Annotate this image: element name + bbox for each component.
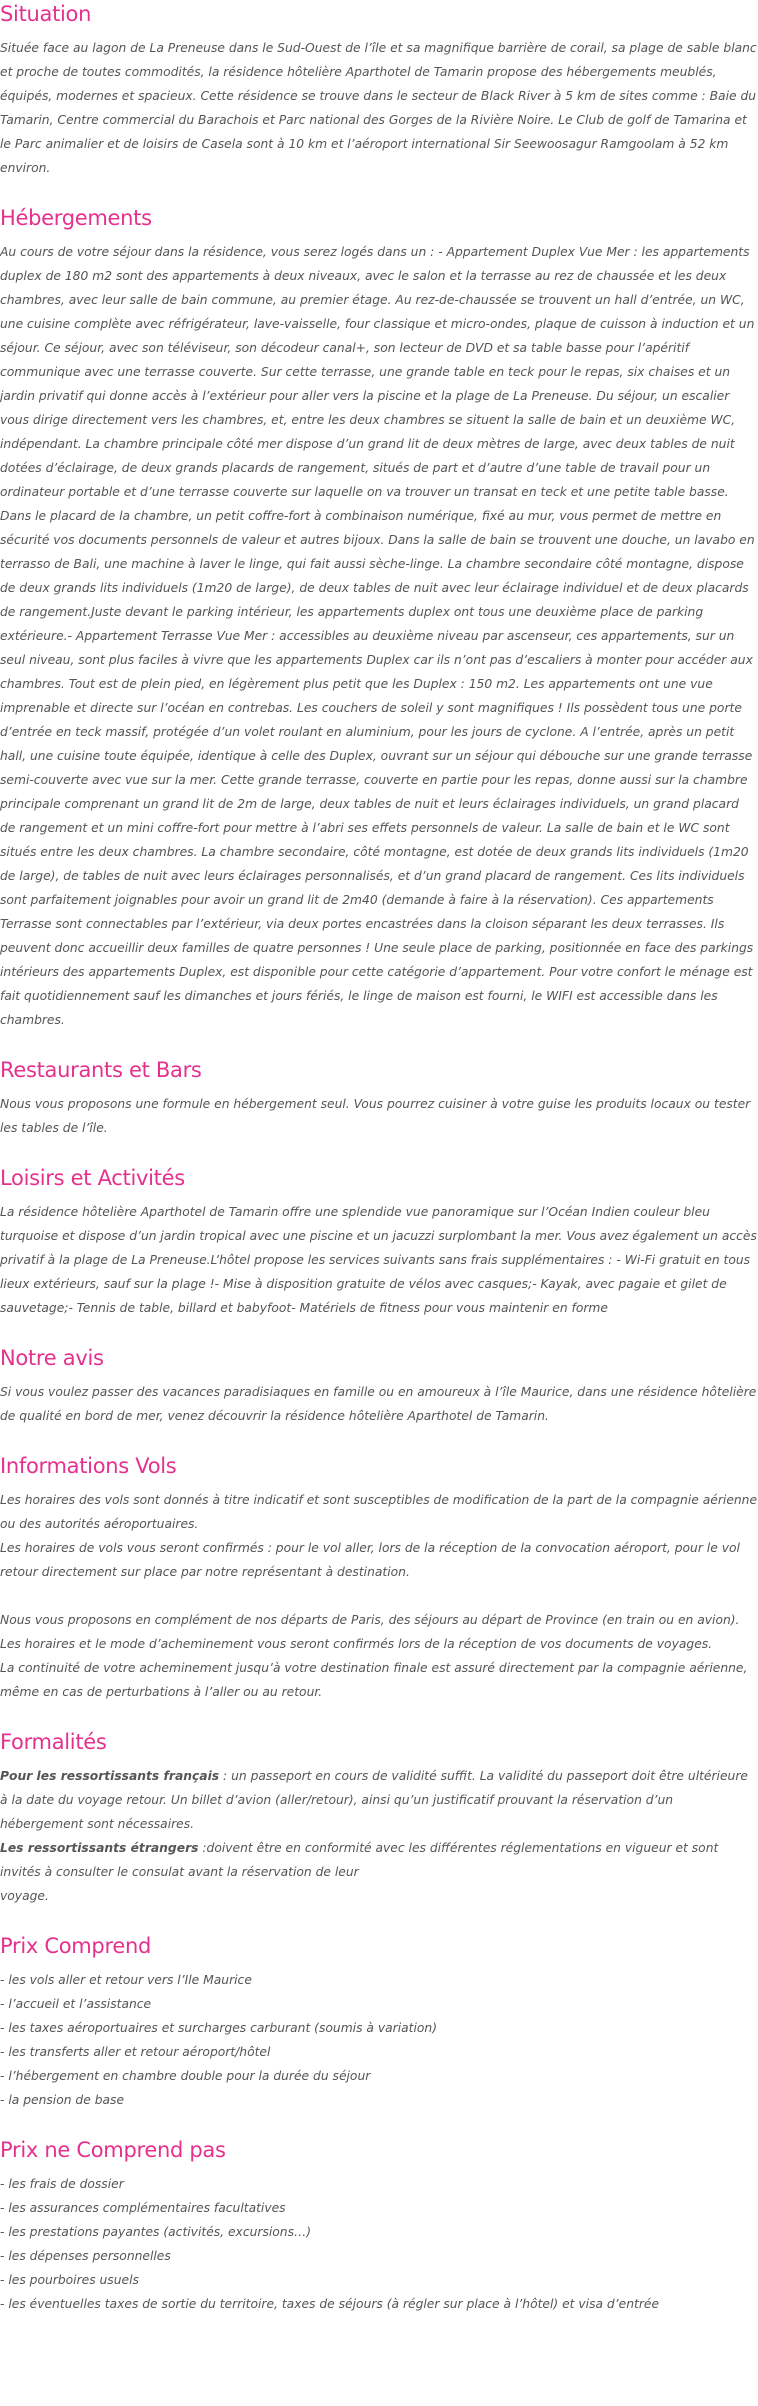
- section-formalites: [0, 1728, 758, 1908]
- formalites-francais-text: : un passeport en cours de validité suffit. La validité du passeport doit être ultérieure à la date du voyage retour. Un billet d’avion (aller/retour), ainsi qu’un justificatif prouvant la réservation d’un hébergement sont nécessaires.: [0, 1769, 748, 1831]
- list-item: - les prestations payantes (activités, excursions…): [0, 2225, 312, 2239]
- list-item: - les frais de dossier: [0, 2177, 124, 2191]
- section-avis: [0, 1344, 758, 1428]
- vols-paragraph-3: Nous vous proposons en complément de nos départs de Paris, des séjours au départ de Province (en train ou en avion).: [0, 1613, 740, 1627]
- list-item: - les assurances complémentaires facultatives: [0, 2201, 286, 2215]
- list-item: - la pension de base: [0, 2093, 125, 2107]
- vols-paragraph-2: Les horaires de vols vous seront confirmés : pour le vol aller, lors de la réception de la convocation aéroport, pour le vol retour directement sur place par notre représentant à destination.: [0, 1541, 740, 1579]
- section-title-vols: Informations Vols: [0, 1454, 177, 1478]
- section-title-avis: Notre avis: [0, 1346, 104, 1370]
- formalites-etrangers-text: :doivent être en conformité avec les différentes réglementations en vigueur et sont invités à consulter le consulat avant la réservation de leur: [0, 1841, 719, 1879]
- section-text-restaurants: Nous vous proposons une formule en hébergement seul. Vous pourrez cuisiner à votre guise les produits locaux ou tester les tables de l’île.: [0, 1097, 751, 1135]
- section-text-hebergements: Au cours de votre séjour dans la résidence, vous serez logés dans un : - Appartement Duplex Vue Mer : les appartements duplex de 180 m2 sont des appartements à deux niveaux, avec le salon et la terrasse au rez de chaussée et les deux chambres, avec leur salle de bain commune, au premier étage. Au rez-de-chaussée se trouvent un hall d’entrée, un WC, une cuisine complète avec réfrigérateur, lave-vaisselle, four classique et micro-ondes, plaque de cuisson à induction et un séjour. Ce séjour, avec son téléviseur, son décodeur canal+, son lecteur de DVD et sa table basse pour l’apéritif communique avec une terrasse couverte. Sur cette terrasse, une grande table en teck pour le repas, six chaises et un jardin privatif qui donne accès à l’extérieur pour aller vers la piscine et la plage de La Preneuse. Du séjour, un escalier vous dirige directement vers les chambres, et, entre les deux chambres se situent la salle de bain et un deuxième WC, indépendant. La chambre principale côté mer dispose d’un grand lit de deux mètres de large, avec deux tables de nuit dotées d’éclairage, de deux grands placards de rangement, situés de part et d’autre d’une table de travail pour un ordinateur portable et d’une terrasse couverte sur laquelle on va trouver un transat en teck et une petite table basse. Dans le placard de la chambre, un petit coffre-fort à combinaison numérique, fixé au mur, vous permet de mettre en sécurité vos documents personnels de valeur et autres bijoux. Dans la salle de bain se trouvent une douche, un lavabo en terrasso de Bali, une machine à laver le linge, qui fait aussi sèche-linge. La chambre secondaire côté montagne, dispose de deux grands lits individuels (1m20 de large), de deux tables de nuit avec leur éclairage individuel et de deux placards de rangement.Juste devant le parking intérieur, les appartements duplex ont tous une deuxième place de parking extérieure.- Appartement Terrasse Vue Mer : accessibles au deuxième niveau par ascenseur, ces appartements, sur un seul niveau, sont plus faciles à vivre que les appartements Duplex car ils n’ont pas d’escaliers à monter pour accéder aux chambres. Tout est de plein pied, en légèrement plus petit que les Duplex : 150 m2. Les appartements ont une vue imprenable et directe sur l’océan en contrebas. Les couchers de soleil y sont magnifiques ! Ils possèdent tous une porte d’entrée en teck massif, protégée d’un volet roulant en aluminium, pour les jours de cyclone. A l’entrée, après un petit hall, une cuisine toute équipée, identique à celle des Duplex, ouvrant sur un séjour qui débouche sur une grande terrasse semi-couverte avec vue sur la mer. Cette grande terrasse, couverte en partie pour les repas, donne aussi sur la chambre principale comprenant un grand lit de 2m de large, deux tables de nuit et leurs éclairages individuels, un grand placard de rangement et un mini coffre-fort pour mettre à l’abri ses effets personnels de valeur. La salle de bain et le WC sont situés entre les deux chambres. La chambre secondaire, côté montagne, est dotée de deux grands lits individuels (1m20 de large), de tables de nuit avec leurs éclairages personnalisés, et d’un grand placard de rangement. Ces lits individuels sont parfaitement joignables pour avoir un grand lit de 2m40 (demande à faire à la réservation). Ces appartements Terrasse sont connectables par l’extérieur, via deux portes encastrées dans la cloison séparant les deux terrasses. Ils peuvent donc accueillir deux familles de quatre personnes ! Une seule place de parking, positionnée en face des parkings intérieurs des appartements Duplex, est disponible pour cette catégorie d’appartement. Pour votre confort le ménage est fait quotidiennement sauf les dimanches et jours fériés, le linge de maison est fourni, le WIFI est accessible dans les chambres.: [0, 245, 755, 1027]
- section-prix-comprend: [0, 1932, 758, 2112]
- prix-ne-comprend-list: [0, 2172, 758, 2316]
- section-situation: [0, 0, 758, 180]
- section-title-prix-ne-comprend: Prix ne Comprend pas: [0, 2138, 226, 2162]
- section-hebergements: [0, 204, 758, 1032]
- formalites-etrangers-end: voyage.: [0, 1889, 49, 1903]
- list-item: - l’accueil et l’assistance: [0, 1997, 152, 2011]
- section-vols: [0, 1452, 758, 1704]
- prix-comprend-list: [0, 1968, 758, 2112]
- vols-paragraph-1: Les horaires des vols sont donnés à titre indicatif et sont susceptibles de modification de la part de la compagnie aérienne ou des autorités aéroportuaires.: [0, 1493, 758, 1531]
- section-loisirs: [0, 1164, 758, 1320]
- list-item: - les vols aller et retour vers l’Ile Maurice: [0, 1973, 252, 1987]
- section-title-situation: Situation: [0, 2, 92, 26]
- section-prix-ne-comprend: [0, 2136, 758, 2316]
- section-title-prix-comprend: Prix Comprend: [0, 1934, 151, 1958]
- list-item: - l’hébergement en chambre double pour la durée du séjour: [0, 2069, 371, 2083]
- formalites-etrangers: [0, 1836, 758, 1884]
- formalites-francais: [0, 1764, 758, 1836]
- section-title-loisirs: Loisirs et Activités: [0, 1166, 185, 1190]
- list-item: - les transferts aller et retour aéroport/hôtel: [0, 2045, 271, 2059]
- section-text-situation: Située face au lagon de La Preneuse dans le Sud-Ouest de l’île et sa magnifique barrière de corail, sa plage de sable blanc et proche de toutes commodités, la résidence hôtelière Aparthotel de Tamarin propose des hébergements meublés, équipés, modernes et spacieux. Cette résidence se trouve dans le secteur de Black River à 5 km de sites comme : Baie du Tamarin, Centre commercial du Barachois et Parc national des Gorges de la Rivière Noire. Le Club de golf de Tamarina et le Parc animalier et de loisirs de Casela sont à 10 km et l’aéroport international Sir Seewoosagur Ramgoolam à 52 km environ.: [0, 41, 757, 175]
- section-text-loisirs: La résidence hôtelière Aparthotel de Tamarin offre une splendide vue panoramique sur l’Océan Indien couleur bleu turquoise et dispose d’un jardin tropical avec une piscine et un jacuzzi surplombant la mer. Vous avez également un accès privatif à la plage de La Preneuse.L’hôtel propose les services suivants sans frais supplémentaires : - Wi-Fi gratuit en tous lieux extérieurs, sauf sur la plage !- Mise à disposition gratuite de vélos avec casques;- Kayak, avec pagaie et gilet de sauvetage;- Tennis de table, billard et babyfoot- Matériels de fitness pour vous maintenir en forme: [0, 1205, 757, 1315]
- list-item: - les taxes aéroportuaires et surcharges carburant (soumis à variation): [0, 2021, 438, 2035]
- section-title-restaurants: Restaurants et Bars: [0, 1058, 202, 1082]
- formalites-francais-label: Pour les ressortissants français: [0, 1769, 220, 1783]
- formalites-etrangers-label: Les ressortissants étrangers: [0, 1841, 199, 1855]
- section-restaurants: [0, 1056, 758, 1140]
- list-item: - les dépenses personnelles: [0, 2249, 171, 2263]
- section-text-avis: Si vous voulez passer des vacances paradisiaques en famille ou en amoureux à l’île Maurice, dans une résidence hôtelière de qualité en bord de mer, venez découvrir la résidence hôtelière Aparthotel de Tamarin.: [0, 1385, 757, 1423]
- list-item: - les éventuelles taxes de sortie du territoire, taxes de séjours (à régler sur place à l’hôtel) et visa d’entrée: [0, 2297, 660, 2311]
- paragraph-gap: [0, 1584, 758, 1608]
- vols-paragraph-5: La continuité de votre acheminement jusqu’à votre destination finale est assuré directement par la compagnie aérienne, même en cas de perturbations à l’aller ou au retour.: [0, 1661, 748, 1699]
- vols-paragraph-4: Les horaires et le mode d’acheminement vous seront confirmés lors de la réception de vos documents de voyages.: [0, 1637, 713, 1651]
- section-title-formalites: Formalités: [0, 1730, 107, 1754]
- section-title-hebergements: Hébergements: [0, 206, 152, 230]
- list-item: - les pourboires usuels: [0, 2273, 139, 2287]
